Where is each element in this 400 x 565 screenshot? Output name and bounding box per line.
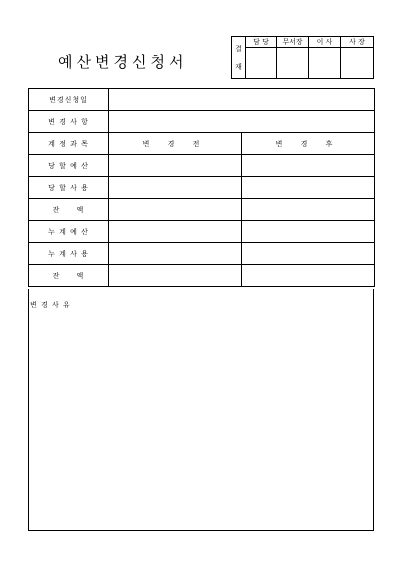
approval-header-manager: 담 당	[246, 37, 277, 48]
row-label-cumulative-balance: 잔 액	[29, 265, 109, 287]
approval-table	[231, 36, 374, 79]
cumulative-budget-before-field[interactable]	[109, 221, 242, 243]
period-usage-before-field[interactable]	[109, 177, 242, 199]
cumulative-budget-after-field[interactable]	[242, 221, 375, 243]
cumulative-usage-after-field[interactable]	[242, 243, 375, 265]
approval-label	[232, 37, 246, 79]
request-date-field[interactable]	[109, 89, 375, 111]
approval-header-department-head: 무서장	[277, 37, 309, 48]
period-budget-before-field[interactable]	[109, 155, 242, 177]
change-reason-box[interactable]	[28, 289, 374, 531]
cumulative-balance-after-field[interactable]	[242, 265, 375, 287]
approval-label-bottom: 재	[235, 62, 242, 71]
approval-label-top: 결	[235, 44, 242, 53]
row-label-period-usage: 당 할 사 용	[29, 177, 109, 199]
column-header-before: 변 경 전	[109, 133, 242, 155]
balance-before-field[interactable]	[109, 199, 242, 221]
cumulative-balance-before-field[interactable]	[109, 265, 242, 287]
row-label-period-budget: 당 할 예 산	[29, 155, 109, 177]
approval-header-president: 사 장	[341, 37, 374, 48]
approval-sign-department-head[interactable]	[277, 48, 309, 79]
balance-after-field[interactable]	[242, 199, 375, 221]
row-label-cumulative-usage: 누 계 사 용	[29, 243, 109, 265]
approval-sign-director[interactable]	[309, 48, 341, 79]
row-label-request-date: 변경신청일	[29, 89, 109, 111]
period-budget-after-field[interactable]	[242, 155, 375, 177]
change-item-field[interactable]	[109, 111, 375, 133]
approval-header-director: 이 사	[309, 37, 341, 48]
period-usage-after-field[interactable]	[242, 177, 375, 199]
budget-form-table	[28, 88, 375, 287]
approval-sign-president[interactable]	[341, 48, 374, 79]
column-header-after: 변 경 후	[242, 133, 375, 155]
row-label-account: 계 정 과 목	[29, 133, 109, 155]
change-reason-label: 변 경 사 유	[30, 301, 71, 309]
row-label-cumulative-budget: 누 계 예 산	[29, 221, 109, 243]
document-title: 예산변경신청서	[58, 53, 188, 71]
approval-sign-manager[interactable]	[246, 48, 277, 79]
row-label-balance: 잔 액	[29, 199, 109, 221]
cumulative-usage-before-field[interactable]	[109, 243, 242, 265]
row-label-change-item: 변 경 사 항	[29, 111, 109, 133]
